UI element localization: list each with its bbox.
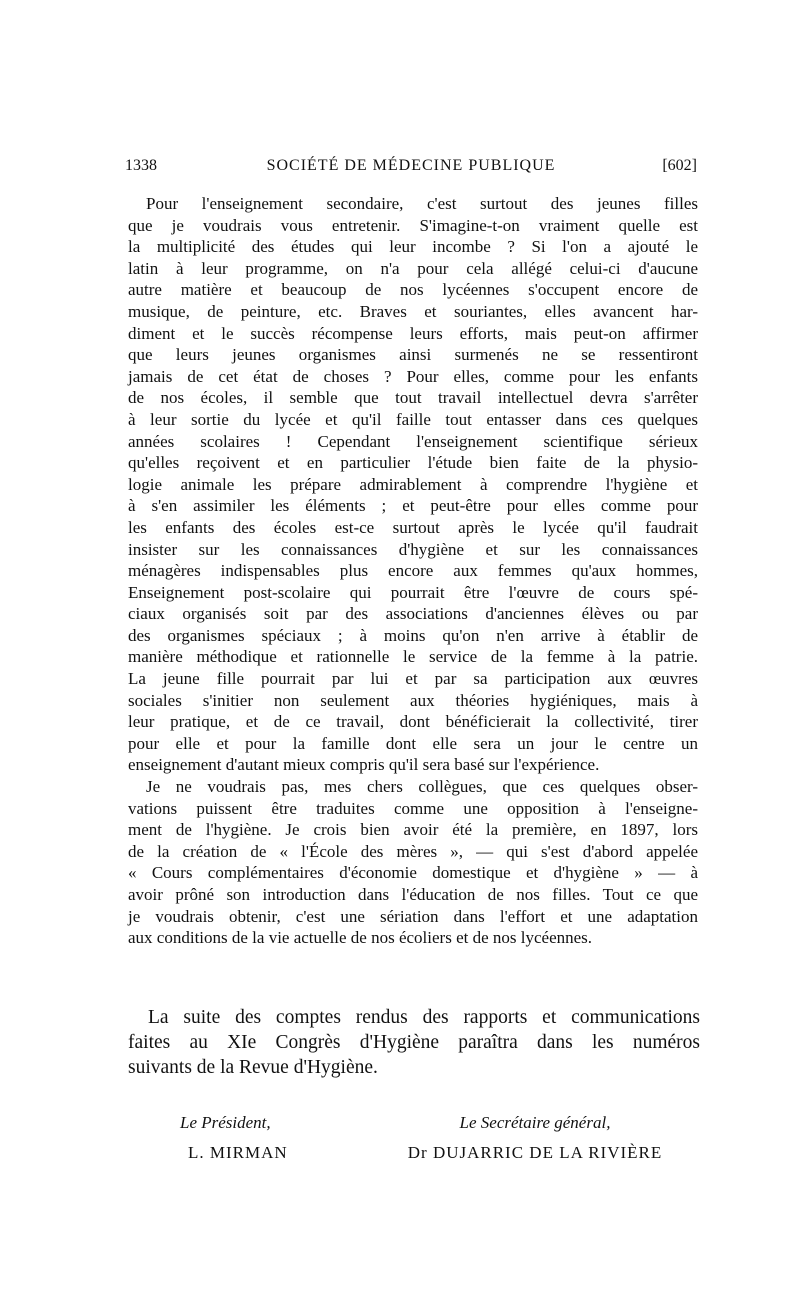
text-line: Enseignement post-scolaire qui pourrait être l'œuvre de cours spé-	[128, 582, 698, 602]
text-line: manière méthodique et rationnelle le service de la femme à la patrie.	[128, 647, 698, 667]
text-line: sociales s'initier non seulement aux théories hygiéniques, mais à	[128, 690, 698, 710]
text-line: Je ne voudrais pas, mes chers collègues, que ces quelques obser-	[146, 777, 698, 797]
text-line: que je voudrais vous entretenir. S'imagine-t-on vraiment quelle est	[128, 215, 698, 235]
secretary-role: Le Secrétaire général,	[459, 1113, 611, 1132]
running-title: SOCIÉTÉ DE MÉDECINE PUBLIQUE	[266, 157, 556, 174]
text-line: ciaux organisés soit par des associations d'anciennes élèves ou par	[128, 604, 698, 624]
text-line: la multiplicité des études qui leur incombe ? Si l'on a ajouté le	[128, 237, 698, 257]
text-line: qu'elles reçoivent et en particulier l'étude bien faite de la physio-	[128, 453, 698, 473]
president-signature	[180, 1108, 340, 1168]
text-line: Pour l'enseignement secondaire, c'est surtout des jeunes filles	[146, 194, 698, 213]
body-text	[128, 193, 698, 949]
text-line: « Cours complémentaires d'économie domestique et d'hygiène » — à	[128, 863, 698, 883]
text-line: je voudrais obtenir, c'est une sériation dans l'effort et une adaptation	[128, 906, 698, 926]
text-line: vations puissent être traduites comme une opposition à l'enseigne-	[128, 798, 698, 818]
text-line: jamais de cet état de choses ? Pour elles, comme pour les enfants	[128, 366, 698, 386]
text-line: ment de l'hygiène. Je crois bien avoir été la première, en 1897, lors	[128, 820, 698, 840]
text-line: de nos écoles, il semble que tout travail intellectuel devra s'arrêter	[128, 388, 698, 408]
text-line: à leur sortie du lycée et qu'il faille tout entasser dans ces quelques	[128, 409, 698, 429]
president-role: Le Président,	[180, 1113, 271, 1132]
text-line: autre matière et beaucoup de nos lycéennes s'occupent encore de	[128, 280, 698, 300]
text-line: à s'en assimiler les éléments ; et peut-être pour elles comme pour	[128, 496, 698, 516]
text-line: les enfants des écoles est-ce surtout après le lycée qu'il faudrait	[128, 517, 698, 537]
notice-line: suivants de la Revue d'Hygiène.	[128, 1057, 378, 1078]
text-line: avoir prôné son introduction dans l'éducation de nos filles. Tout ce que	[128, 885, 698, 904]
text-line: musique, de peinture, etc. Braves et souriantes, elles avancent har-	[128, 301, 698, 321]
page-header	[125, 157, 697, 179]
text-line: insister sur les connaissances d'hygiène et sur les connaissances	[128, 539, 698, 559]
secretary-signature	[400, 1108, 670, 1168]
text-line: ménagères indispensables plus encore aux femmes qu'aux hommes,	[128, 561, 698, 581]
continuation-notice	[128, 1005, 700, 1080]
text-line: diment et le succès récompense leurs efforts, mais peut-on affirmer	[128, 323, 698, 343]
text-line: enseignement d'autant mieux compris qu'il sera basé sur l'expérience.	[128, 755, 600, 775]
text-line: leur pratique, et de ce travail, dont bénéficierait la collectivité, tirer	[128, 712, 698, 732]
text-line: logie animale les prépare admirablement à comprendre l'hygiène et	[128, 474, 698, 494]
text-line: pour elle et pour la famille dont elle sera un jour le centre un	[128, 733, 698, 753]
text-line: que leurs jeunes organismes ainsi surmenés ne se ressentiront	[128, 345, 698, 365]
president-name: L. MIRMAN	[188, 1143, 288, 1162]
text-line: La jeune fille pourrait par lui et par sa participation aux œuvres	[128, 669, 698, 689]
secretary-name: Dr DUJARRIC DE LA RIVIÈRE	[407, 1143, 663, 1162]
notice-line: faites au XIe Congrès d'Hygiène paraîtra dans les numéros	[128, 1032, 700, 1053]
text-line: des organismes spéciaux ; à moins qu'on n'en arrive à établir de	[128, 625, 698, 645]
page-number: 1338	[125, 157, 157, 174]
text-line: de la création de « l'École des mères », — qui s'est d'abord appelée	[128, 841, 698, 861]
notice-line: La suite des comptes rendus des rapports et communications	[148, 1007, 700, 1028]
text-line: années scolaires ! Cependant l'enseignement scientifique sérieux	[128, 431, 698, 451]
page-number-bracketed: [602]	[662, 157, 697, 174]
text-line: aux conditions de la vie actuelle de nos écoliers et de nos lycéennes.	[128, 928, 593, 948]
text-line: latin à leur programme, on n'a pour cela allégé celui-ci d'aucune	[128, 258, 698, 278]
